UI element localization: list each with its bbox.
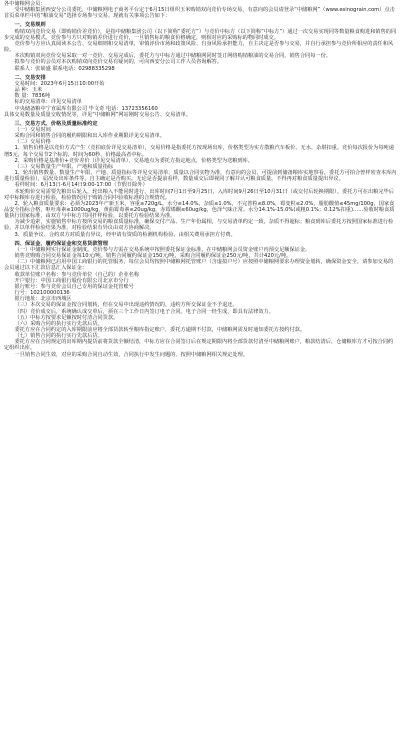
s4-item-7-note: 一旦销售合同生效，对应的采购合同自动生效，合同执行中发生问题的，按照中储粮网相关规定处理。 [14, 351, 248, 358]
s3-subtitle-price: （二）交易价格 [14, 139, 51, 146]
trade-quantity: 数 量：7836吨 [14, 93, 51, 100]
s4-item-7: （七）销售合同的执行实行先款后货。 [14, 333, 103, 340]
trade-list: 标的交易清单：详见交易清单 [14, 99, 82, 106]
s4-item-5: （五）中标方按要求足额按时付清合同货款。 [14, 314, 119, 321]
trade-time: 交易时间：2023年6月15日10:00开始 [14, 80, 105, 87]
trade-reference: 具体交易数量及质量交收情况等，详见“中储粮网”网站刚时交易公告、交易清单。 [4, 111, 191, 118]
s4-item-4: （四）竞价成交后，系统确认成交单后，须在三个工作日内签订电子合同。电子合同一经生成，即具有法律效力。 [14, 308, 274, 315]
s3-subtitle-quality: （三）交易数量生产年限、产地和质量指标 [14, 163, 114, 170]
s4-item-1: （一）中储粮网实行保证金制度。竞价参与方需在交易系统中按照委托保证金标准、在中储粮网会员资金账户内预交足额保证金。 [14, 246, 311, 253]
s3-price-1: 1、销售价格是以竞价方式产生（竞拍底价详见交易清单），交易价格是指委托方按现场出库，价格类型为实方散粮汽车板价、无水、杂堪扣重。竞价每次报价为每吨递增5元，每个交易节2个标的，时间为60秒，价格最高者中标。 [4, 145, 394, 158]
rules-paragraph-4: 拟参与竞价的会员对本次购销双向竞价交易有疑问的，可向西安分公司工作人员咨询解答。 [14, 59, 223, 66]
depot-contact-row: 中央储备粮中宁直属库有限公司 毕文奇 电话：13723356160 [14, 105, 158, 112]
s4-item-3: （三）本次交易的保证金按合同划转，但在交易中出现违约情况的，违约方所交保证金不予退还。 [14, 302, 238, 309]
s4-item-2: （二）中储粮网已启用中国工商银行的托管服务，每位会员均按照中储粮网托管账户（含虚拟户号）应按照中储粮网要求办理资金划转，确保资金安全。请参加交易的会员通过以下汇款信息汇入保证金： [4, 259, 394, 272]
section-3-title: 三、交易方式、价格及质量标准约定 [14, 120, 98, 127]
s4-bank-address: 银行地址：北京市西城区 [14, 296, 72, 303]
s4-account-no: 银行账号：参与竞价会员自己专用的保证金托管账号 [14, 283, 134, 290]
intro-paragraph: 受中储粮集团西安分公司委托，中储粮网电子商务平台定于6月15日组织玉米购销双向竞价专场交易，有意向的会员请登录“中储粮网”（www.esinograin.com）点击首页菜单栏中的“粮油交易”选择专场参与交易。现就有关事项公告如下： [4, 7, 395, 20]
s3-quality-1: 1、轮出销售数量、数量生产年限、产地、质量指标等详见交易清单，质量以合同实物为准，有意向的会员，可提前到储备粮库实地察看，委托方可拍合曾样密查本库内进行质量检验），届况及出库条件等，自主确定是否购买。无论是否提前看样，数量成交后即视同了解并认可粮食质量，不得再对粮食质量提出异议。 [4, 170, 397, 183]
section-2-title: 二、交易安排 [14, 74, 46, 81]
s4-item-6-detail: 委托方应在合同约定的入库期限前应将全部货款转至粮库指定账户，委托方逾期不付款，中储粮网需及时通知委托方按约付款。 [14, 326, 306, 333]
s4-bank: 开户银行：中国工商银行股份有限公司北京市分行 [14, 277, 129, 284]
section-4-title: 四、保证金、履约保证金和交易货款管理 [14, 240, 108, 247]
s3-quality-4: 2、轮入粮食质量要求：必须为2023年产新玉米，容重≥720g/L，水分≤14.0%，杂质≤1.0%，不完善粒≤8.0%，霉变粒≤2.0%，脂肪酸值≤45mg/100g，国家食品安全指标合格，呕吐毒素≤1000ug/kg，黄曲霉毒素≤20ug/kg，赤霉烯酮≤60ug/kg，色泽气味正常。水分14.1%-15.0%(或粗0.1%；0.12%扣重)……验收时粮食质量执行国家标准，由双方与中标方共同扦样检验，以委托方检验结果为准。 [4, 200, 395, 220]
s3-time-text: 采购合同和销售合同的履约期限和出入库作业期限详见交易清单。 [14, 133, 165, 140]
greeting: 各中储粮网会员： [4, 1, 46, 7]
rules-paragraph-3: 本次购销双向竞价交易采取一对一竞价、交易完成后，委托方与中标方通过中储粮网同时签订网络购销粮油的交易合同，销售合同每一份。 [14, 53, 331, 60]
rules-paragraph-1: 购销双向竞价交易（即购销价差竞价），是指中储粮集团公司（以下简称“委托方”）与竞价中标方（以下简称“中标方”）通过一次交易实现同等数量粮食购进和销售的同步完成的交易模式。竞价参与方只对购销差价进行竞价，一旦销售标的粮食价格确定，则相对应的采购标的物同时成交。 [4, 28, 397, 41]
s4-item-6: （六）采购合同的执行实行先款后货。 [14, 320, 103, 327]
trade-variety: 品 种：玉米 [14, 87, 43, 94]
section-1-title: 一、交易规则 [14, 22, 46, 29]
s4-item-7-detail: 委托方应在合同规定的出库期内提货前将货款全额结清，中标方应在合同签订后在规定期限内将全部货款付清至中储粮网账户，粮款结清后，仓储粮库方才可按合同约定组织出库。 [4, 339, 394, 352]
s3-price-2: 2、采购价格是基准价+竞价差价（详见交易清单），交易地点为委托方指定地点，价格类型为送粮到库。 [14, 157, 253, 164]
s4-item-1-detail: 销售竞购购合同交易保证金每10元/吨。销售合同履约保证金150元/吨，采购合同履约保证金250元/吨，共计420元/吨。 [14, 253, 292, 260]
s3-quality-6: 3、质量争议、合约双方对质量有异议，经申请有资质的检测机构检验，由相关费用承担方付费。 [14, 231, 236, 238]
s4-bank-code: 行号：102100000136 [14, 290, 70, 297]
s4-account-name: 收款单位账户名称：参与竞价单位（自己的）企业名称 [14, 271, 140, 278]
s3-quality-3: 本轮购价交易需要先粮出后轮入，轮出粮入不能同时进行，出库时间7月1日至9月25日，入库时间9月26日至10月31日（或交付后轮换期限）。委托方可在出粮完毕后对中标粮库存进行检验，检验情况用于购销合同中验收标准的合规情况。 [4, 188, 394, 201]
rules-paragraph-2: 竞价参与方应认真阅读本公告、交易细则和交易清单，审慎评价市场和政策风险、自身风险承担能力，自主决定是否参与交易，并自行承担参与竞价所相应的责任和风险。 [4, 40, 394, 54]
s3-viewing-time: 看样时间：6月13日-6月14日9:00-17:00（节假日除外） [14, 182, 148, 189]
s3-subtitle-time: （一）交易时间 [14, 126, 51, 133]
contact-line: 联系人：张崭盛 联系电话：02988335298 [14, 65, 115, 72]
s3-quality-5: 为减少追索，实施销售中标方按所交易的粮食质量标准，确保交付产品、生产年份属相，与交易清单约定一致，杂质不得超标；粮食到库后委托方按照国家标准进行检验，并以单样检验结果为准，对检验结果有异议由双方协商解决。 [4, 219, 394, 232]
